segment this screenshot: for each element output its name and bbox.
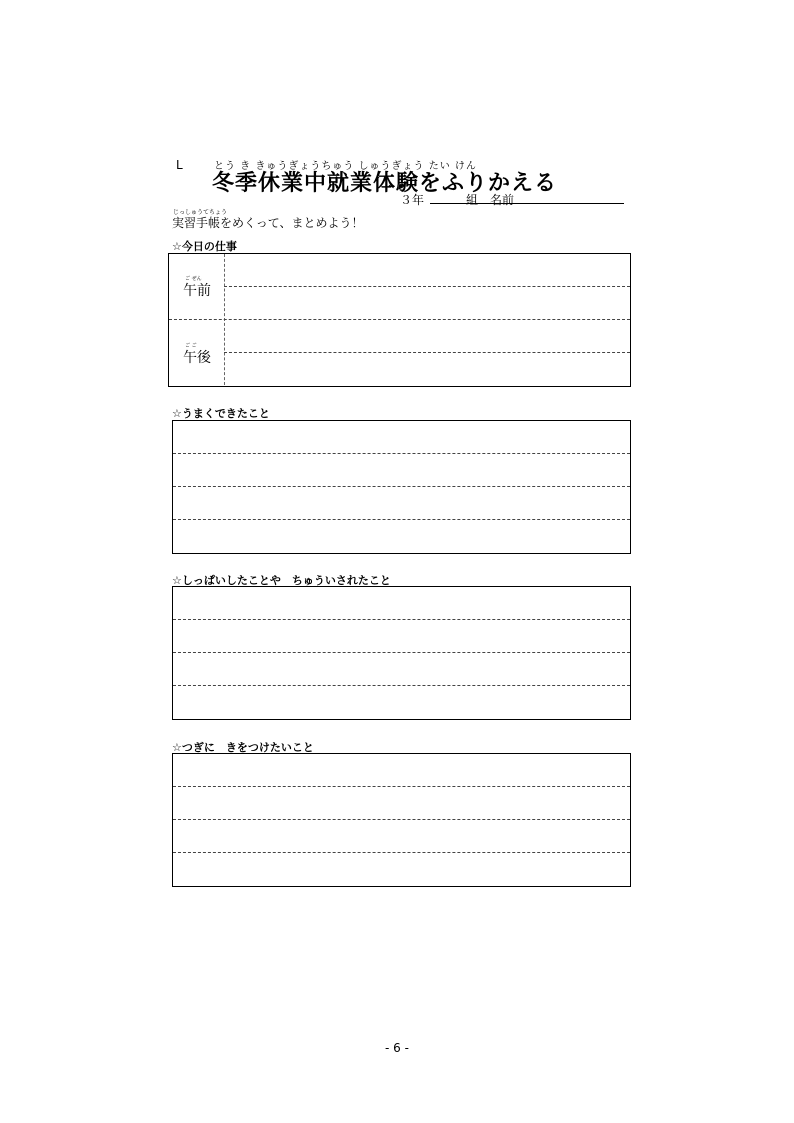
writing-line[interactable]: [173, 685, 630, 686]
instruction-text: 実習手帳をめくって、まとめよう！: [172, 216, 364, 230]
morning-afternoon-divider: [169, 319, 630, 320]
name-row: [400, 191, 515, 208]
morning-writing-line[interactable]: [224, 286, 630, 287]
grade-label: ３年: [400, 193, 425, 207]
section-heading-mistakes: ☆しっぱいしたことや ちゅういされたこと: [172, 574, 391, 587]
writing-line[interactable]: [173, 819, 630, 820]
instruction-ruby: じっしゅうてちょう: [173, 209, 228, 216]
went-well-box: [172, 420, 631, 554]
writing-line[interactable]: [173, 519, 630, 520]
writing-line[interactable]: [173, 786, 630, 787]
section-heading-next-time: ☆つぎに きをつけたいこと: [172, 741, 314, 754]
today-work-table: [168, 253, 631, 387]
morning-label: 午前: [183, 283, 211, 299]
name-label: 名前: [490, 193, 515, 207]
afternoon-ruby: ご ご: [185, 343, 197, 349]
afternoon-writing-line[interactable]: [224, 352, 630, 353]
name-underline[interactable]: [430, 203, 624, 204]
writing-line[interactable]: [173, 619, 630, 620]
writing-line[interactable]: [173, 852, 630, 853]
corner-mark: L: [176, 158, 183, 172]
next-time-box: [172, 753, 631, 887]
mistakes-box: [172, 586, 631, 720]
page-number: - 6 -: [385, 1041, 409, 1055]
afternoon-label: 午後: [183, 350, 211, 366]
page-title: 冬季休業中就業体験をふりかえる: [212, 171, 558, 196]
class-label: 組: [466, 193, 479, 207]
writing-line[interactable]: [173, 453, 630, 454]
section-heading-went-well: ☆うまくできたこと: [172, 407, 270, 420]
section-heading-today-work: ☆今日の仕事: [172, 240, 237, 253]
writing-line[interactable]: [173, 486, 630, 487]
morning-ruby: ご ぜん: [185, 276, 202, 282]
title-ruby: とう き きゅうぎょうちゅう しゅうぎょう たい けん: [214, 161, 477, 172]
writing-line[interactable]: [173, 652, 630, 653]
